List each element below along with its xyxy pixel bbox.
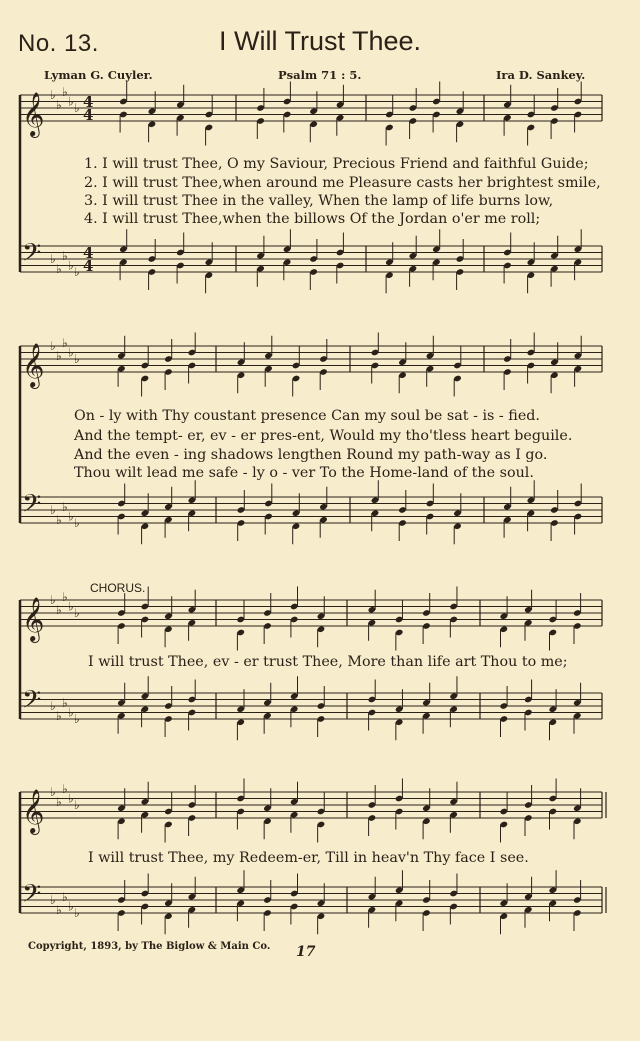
verse-1-line: 1. I will trust Thee, O my Saviour, Precious Friend and faithful Guide; <box>84 156 589 172</box>
treble-clef-icon: 𝄞 <box>22 92 45 136</box>
flat-icon: ♭ <box>56 602 62 617</box>
time-signature-bottom: 4 <box>83 257 94 275</box>
chorus-line-1: I will trust Thee, ev - er trust Thee, More than life art Thou to me; <box>88 654 568 670</box>
flat-icon: ♭ <box>62 589 68 604</box>
hymn-number: No. 13. <box>18 30 99 57</box>
flat-icon: ♭ <box>68 258 74 273</box>
flat-icon: ♭ <box>50 252 56 266</box>
bass-clef-icon: 𝄢 <box>22 489 42 525</box>
flat-icon: ♭ <box>62 695 68 710</box>
flat-icon: ♭ <box>68 599 74 614</box>
page-number: 17 <box>296 944 316 960</box>
flat-icon: ♭ <box>74 516 80 530</box>
flat-icon: ♭ <box>68 705 74 720</box>
flat-icon: ♭ <box>74 352 80 366</box>
flat-icon: ♭ <box>74 712 80 726</box>
flat-icon: ♭ <box>62 248 68 263</box>
bass-clef-icon: 𝄢 <box>22 685 42 721</box>
treble-clef-icon: 𝄞 <box>22 597 45 641</box>
copyright-notice: Copyright, 1893, by The Biglow & Main Co. <box>28 941 271 952</box>
flat-icon: ♭ <box>74 265 80 279</box>
flat-icon: ♭ <box>50 893 56 907</box>
flat-icon: ♭ <box>74 798 80 812</box>
flat-icon: ♭ <box>56 261 62 276</box>
treble-clef-icon: 𝄞 <box>22 343 45 387</box>
flat-icon: ♭ <box>62 781 68 796</box>
flat-icon: ♭ <box>50 503 56 517</box>
verse-3-line: 3. I will trust Thee in the valley, When the lamp of life burns low, <box>84 193 554 209</box>
verse-1-line-2: On - ly with Thy coustant presence Can my soul be sat - is - fied. <box>74 408 540 424</box>
flat-icon: ♭ <box>62 335 68 350</box>
bass-clef-icon: 𝄢 <box>22 238 42 274</box>
flat-icon: ♭ <box>50 699 56 713</box>
verse-3-line-2: And the even - ing shadows lengthen Round my path-way as I go. <box>74 447 548 463</box>
flat-icon: ♭ <box>62 84 68 99</box>
hymn-title: I Will Trust Thee. <box>218 26 422 56</box>
flat-icon: ♭ <box>74 101 80 115</box>
time-signature-top: 4 <box>83 93 94 111</box>
flat-icon: ♭ <box>56 512 62 527</box>
time-signature-bottom: 4 <box>83 106 94 124</box>
flat-icon: ♭ <box>68 94 74 109</box>
flat-icon: ♭ <box>74 606 80 620</box>
flat-icon: ♭ <box>62 889 68 904</box>
treble-clef-icon: 𝄞 <box>22 789 45 833</box>
flat-icon: ♭ <box>68 791 74 806</box>
flat-icon: ♭ <box>68 345 74 360</box>
bass-clef-icon: 𝄢 <box>22 879 42 915</box>
flat-icon: ♭ <box>50 593 56 607</box>
flat-icon: ♭ <box>68 509 74 524</box>
composer-credit: Ira D. Sankey. <box>496 68 586 82</box>
chorus-label: CHORUS. <box>90 581 146 595</box>
lyricist-credit: Lyman G. Cuyler. <box>44 68 153 82</box>
verse-2-line: 2. I will trust Thee,when around me Pleasure casts her brightest smile, <box>84 175 601 191</box>
flat-icon: ♭ <box>56 348 62 363</box>
flat-icon: ♭ <box>68 899 74 914</box>
flat-icon: ♭ <box>50 785 56 799</box>
flat-icon: ♭ <box>62 499 68 514</box>
flat-icon: ♭ <box>56 708 62 723</box>
flat-icon: ♭ <box>74 906 80 920</box>
verse-4-line: 4. I will trust Thee,when the billows Of the Jordan o'er me roll; <box>84 211 541 227</box>
chorus-line-2: I will trust Thee, my Redeem-er, Till in heav'n Thy face I see. <box>88 850 529 866</box>
flat-icon: ♭ <box>50 88 56 102</box>
time-signature-top: 4 <box>83 244 94 262</box>
verse-2-line-2: And the tempt- er, ev - er pres-ent, Would my tho'tless heart beguile. <box>74 428 573 444</box>
flat-icon: ♭ <box>50 339 56 353</box>
verse-4-line-2: Thou wilt lead me safe - ly o - ver To the Home-land of the soul. <box>74 465 534 481</box>
flat-icon: ♭ <box>56 97 62 112</box>
flat-icon: ♭ <box>56 902 62 917</box>
scripture-reference: Psalm 71 : 5. <box>278 68 362 82</box>
flat-icon: ♭ <box>56 794 62 809</box>
